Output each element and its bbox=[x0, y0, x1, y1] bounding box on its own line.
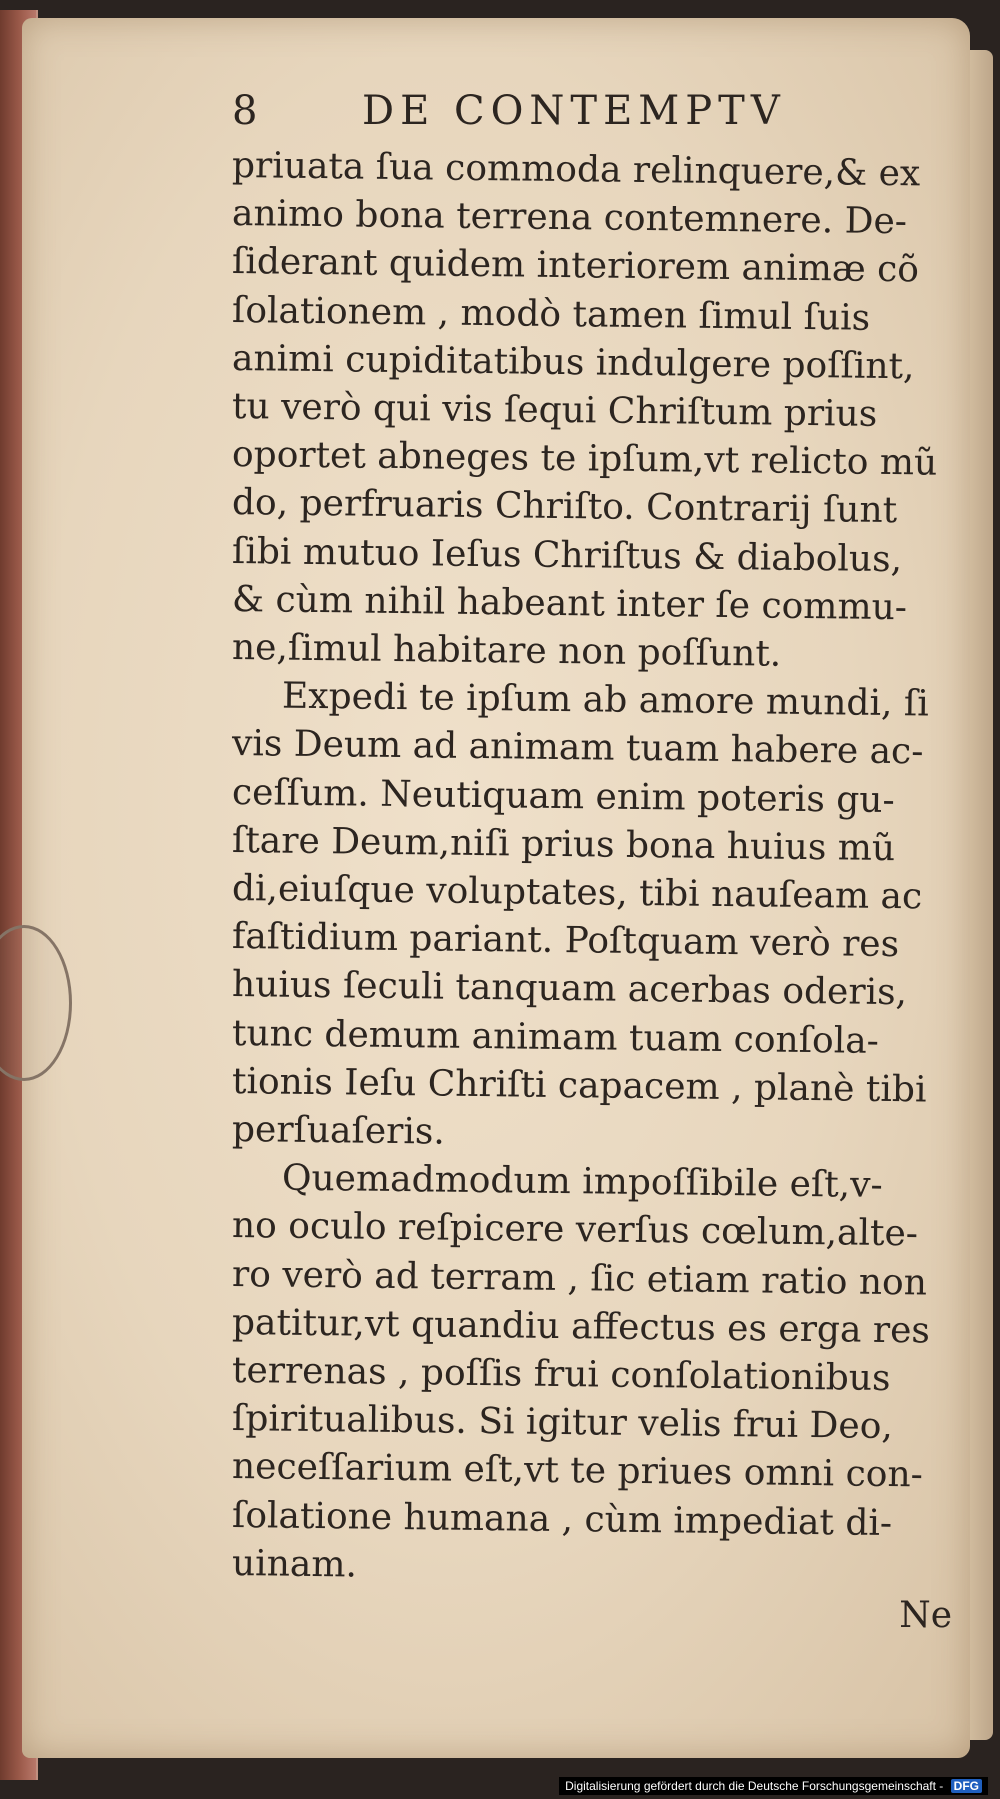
text-line-3: ſiderant quidem interiorem animæ cõ bbox=[231, 241, 920, 291]
text-line-9: ſibi mutuo Ieſus Chriſtus & diabolus, bbox=[231, 530, 903, 580]
text-line-30: uinam. bbox=[231, 1542, 358, 1586]
text-line-19: tunc demum animam tuam conſola- bbox=[231, 1012, 880, 1062]
text-line-6: tu verò qui vis ſequi Chriſtum prius bbox=[231, 386, 878, 435]
text-line-4: ſolationem , modò tamen ſimul ſuis bbox=[231, 289, 871, 339]
text-line-17: faſtidium pariant. Poſtquam verò res bbox=[231, 916, 900, 966]
catchword: Ne bbox=[899, 1595, 952, 1637]
running-head: DE CONTEMPTV bbox=[362, 88, 786, 134]
text-line-20: tionis Ieſu Chriſti capacem , planè tibi bbox=[231, 1060, 927, 1111]
dfg-logo: DFG bbox=[951, 1779, 982, 1793]
page-number: 8 bbox=[232, 88, 263, 134]
digitization-footer bbox=[559, 1777, 988, 1795]
text-line-10: & cùm nihil habeant inter ſe commu- bbox=[231, 578, 908, 629]
text-line-23: no oculo reſpicere verſus cœlum,alte- bbox=[231, 1205, 919, 1255]
text-line-16: di,eiuſque voluptates, tibi nauſeam ac bbox=[231, 868, 923, 918]
page-header bbox=[232, 88, 952, 140]
text-line-5: animi cupiditatibus indulgere poſſint, bbox=[231, 337, 915, 388]
text-line-21: perſuaſeris. bbox=[231, 1109, 446, 1153]
text-line-24: ro verò ad terram , ſic etiam ratio non bbox=[231, 1253, 928, 1304]
text-line-15: ſtare Deum,niſi prius bona huius mũ bbox=[231, 819, 896, 869]
text-line-28: neceſſarium eſt,vt te priues omni con- bbox=[231, 1446, 924, 1496]
text-line-12: Expedi te ipſum ab amore mundi, ſi bbox=[281, 675, 929, 725]
text-line-2: animo bona terrena contemnere. De- bbox=[231, 193, 908, 243]
text-line-13: vis Deum ad animam tuam habere ac- bbox=[231, 723, 924, 773]
text-line-29: ſolatione humana , cùm impediat di- bbox=[231, 1494, 893, 1544]
text-line-25: patitur,vt quandiu affectus es erga res bbox=[231, 1301, 931, 1352]
text-line-22: Quemadmodum impoſſibile eſt,v- bbox=[281, 1157, 883, 1207]
text-line-8: do, perfruaris Chriſto. Contrarij ſunt bbox=[231, 482, 898, 532]
footer-text: Digitalisierung gefördert durch die Deutsche Forschungsgemeinschaft - bbox=[565, 1779, 944, 1793]
text-line-27: ſpiritualibus. Si igitur velis frui Deo, bbox=[231, 1398, 894, 1448]
text-line-18: huius ſeculi tanquam acerbas oderis, bbox=[231, 964, 908, 1014]
text-line-1: priuata ſua commoda relinquere,& ex bbox=[231, 145, 921, 195]
text-line-11: ne,ſimul habitare non poſſunt. bbox=[231, 627, 782, 675]
main-text-block bbox=[231, 88, 952, 1637]
text-line-14: ceſſum. Neutiquam enim poteris gu- bbox=[231, 771, 895, 821]
text-line-7: oportet abneges te ipſum,vt relicto mũ bbox=[231, 434, 938, 484]
text-line-26: terrenas , poſſis frui conſolationibus bbox=[231, 1350, 891, 1400]
